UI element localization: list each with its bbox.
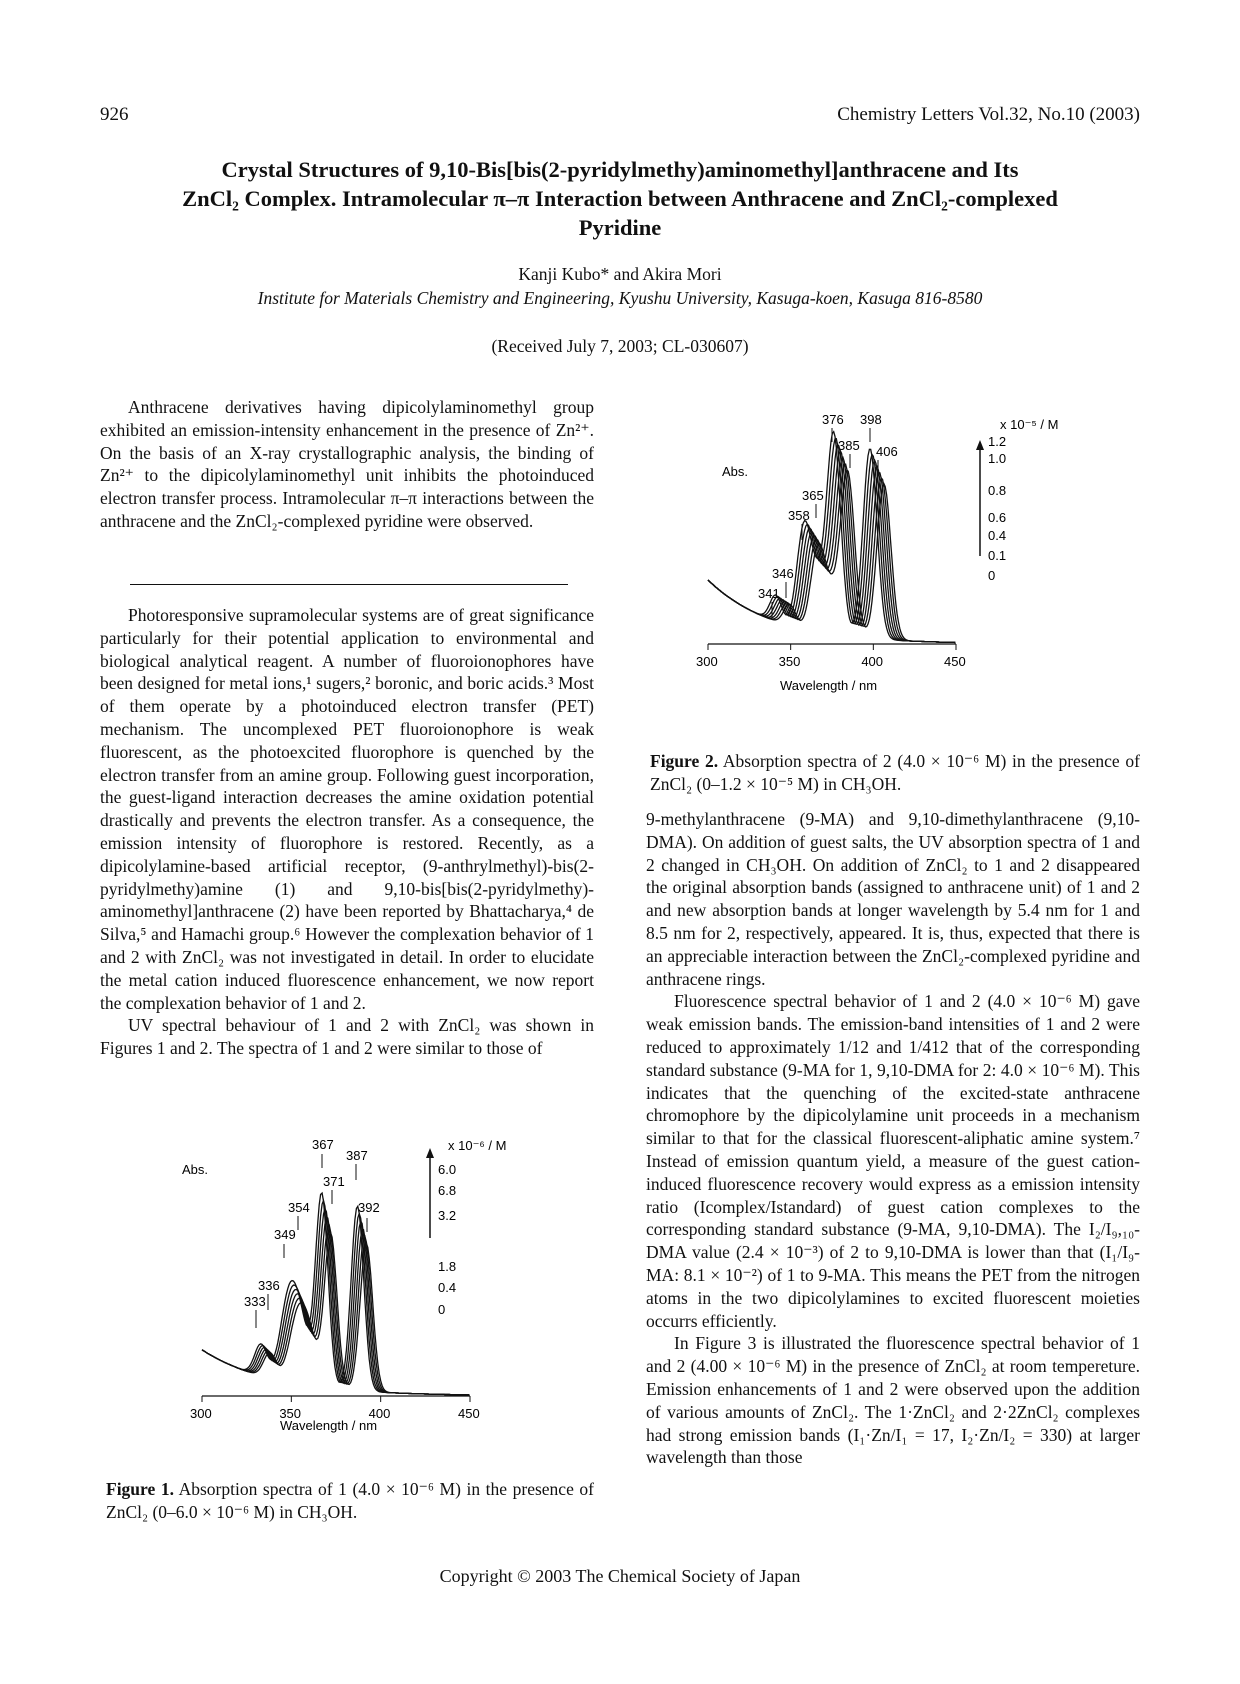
conc-legend bbox=[438, 1162, 456, 1317]
y-axis-label: Abs. bbox=[722, 464, 749, 479]
abstract-divider bbox=[130, 584, 568, 585]
authors: Kanji Kubo* and Akira Mori bbox=[518, 264, 722, 284]
abstract bbox=[100, 396, 594, 533]
spectrum-line bbox=[708, 451, 955, 643]
copyright-footer: Copyright © 2003 The Chemical Society of Japan bbox=[439, 1566, 801, 1586]
x-axis-label: Wavelength / nm bbox=[780, 678, 878, 693]
page-number: 926 bbox=[100, 104, 129, 125]
x-tick-label: 450 bbox=[458, 1406, 480, 1421]
conc-unit-label: x 10⁻⁶ / M bbox=[448, 1138, 507, 1153]
title-line-1: Crystal Structures of 9,10-Bis[bis(2-pyridylmethy)aminomethyl]anthracene and Its bbox=[221, 157, 1019, 182]
conc-value: 3.2 bbox=[438, 1208, 457, 1223]
abstract-text: Anthracene derivatives having dipicolylaminomethyl group exhibited an emission-intensity enhancement in the presence of Zn²⁺. On the basis of an X-ray crystallographic analysis, the binding of Zn²⁺ to the dipicolylaminomethyl unit inhibits the photoinduced electron transfer process. Intramolecular π–π interactions between the anthracene and the ZnCl₂-complexed pyridine were observed. bbox=[100, 397, 594, 531]
x-tick-label: 350 bbox=[279, 1406, 302, 1421]
paragraph: In Figure 3 is illustrated the fluorescence spectral behavior of 1 and 2 (4.00 × 10⁻⁶ M) in the presence of ZnCl₂ at room tempereture. Emission enhancements of 1 and 2 were observed upon the addition of various amounts of ZnCl₂. The 1·ZnCl₂ and 2·2ZnCl₂ complexes had strong emission bands (I₁·Zn/I₁ = 17, I₂·Zn/I₂ = 330) at larger wavelength than those bbox=[646, 1333, 1140, 1468]
caption-text: Absorption spectra of 1 (4.0 × 10⁻⁶ M) in the presence of ZnCl₂ (0–6.0 × 10⁻⁶ M) in CH₃OH. bbox=[106, 1479, 594, 1522]
x-tick-label: 350 bbox=[778, 654, 801, 669]
peak-label: 349 bbox=[274, 1227, 296, 1242]
conc-unit-label: x 10⁻⁵ / M bbox=[1000, 417, 1059, 432]
paper-title bbox=[120, 155, 1120, 242]
conc-value: 0.1 bbox=[988, 548, 1007, 563]
peak-label: 406 bbox=[876, 444, 898, 459]
x-axis-ticks bbox=[696, 644, 966, 669]
conc-value: 0.8 bbox=[988, 483, 1007, 498]
caption-text: Absorption spectra of 2 (4.0 × 10⁻⁶ M) in the presence of ZnCl₂ (0–1.2 × 10⁻⁵ M) in CH₃OH. bbox=[650, 751, 1140, 794]
figure-2-chart bbox=[696, 406, 1080, 740]
figure-1-chart bbox=[160, 1134, 540, 1464]
conc-value: 1.8 bbox=[438, 1259, 457, 1274]
x-tick-label: 450 bbox=[944, 654, 966, 669]
peak-label: 354 bbox=[288, 1200, 310, 1215]
peak-label: 398 bbox=[860, 412, 882, 427]
conc-value: 0.6 bbox=[988, 510, 1007, 525]
peak-label: 365 bbox=[802, 488, 824, 503]
y-axis-label: Abs. bbox=[182, 1162, 209, 1177]
peak-label: 371 bbox=[323, 1174, 345, 1189]
x-axis-label: Wavelength / nm bbox=[280, 1418, 378, 1433]
paragraph: UV spectral behaviour of 1 and 2 with ZnCl₂ was shown in Figures 1 and 2. The spectra of 1 and 2 were similar to those of bbox=[100, 1015, 594, 1059]
affiliation: Institute for Materials Chemistry and Engineering, Kyushu University, Kasuga-koen, Kasuga 816-8580 bbox=[257, 288, 983, 308]
received-date: (Received July 7, 2003; CL-030607) bbox=[491, 336, 749, 356]
x-tick-label: 400 bbox=[861, 654, 884, 669]
conc-legend bbox=[988, 434, 1006, 583]
conc-value: 6.8 bbox=[438, 1183, 457, 1198]
peak-label: 385 bbox=[838, 438, 860, 453]
peak-label: 336 bbox=[258, 1278, 280, 1293]
conc-value: 6.0 bbox=[438, 1162, 457, 1177]
spectra-curves bbox=[202, 1193, 469, 1395]
paragraph: Fluorescence spectral behavior of 1 and 2 (4.0 × 10⁻⁶ M) gave weak emission bands. The emission-band intensities of 1 and 2 were reduced to approximately 1/12 and 1/412 that of the corresponding standard substance (9-MA for 1, 9,10-DMA for 2: 4.0 × 10⁻⁶ M). This indicates that the quenching of the excited-state anthracene chromophore by the dipicolylamine unit proceeds in a mechanism similar to that for the classical fluorescent-aliphatic amine system.⁷ Instead of emission quantum yield, a measure of the guest cation-induced fluorescence recovery would express as a emission intensity ratio (Icomplex/Istandard) of guest cation complexes to the corresponding standard substance (9-MA, 9,10-DMA). The I₂/I₉,₁₀-DMA value (2.4 × 10⁻³) of 2 to 9,10-DMA is lower than that (I₁/I₉-MA: 8.1 × 10⁻²) of 1 to 9-MA. This means the PET from the nitrogen atoms in the two dipicolylamines to excited fluorescent moieties occurrs efficiently. bbox=[646, 991, 1140, 1331]
conc-value: 0.4 bbox=[988, 528, 1007, 543]
conc-value: 1.0 bbox=[988, 451, 1007, 466]
title-line-3: Pyridine bbox=[578, 215, 662, 240]
conc-value: 0 bbox=[438, 1302, 446, 1317]
x-tick-label: 300 bbox=[190, 1406, 212, 1421]
x-tick-label: 400 bbox=[368, 1406, 391, 1421]
caption-label: Figure 1. bbox=[106, 1479, 174, 1499]
peak-label: 333 bbox=[244, 1294, 266, 1309]
conc-value: 0 bbox=[988, 568, 996, 583]
peak-label: 376 bbox=[822, 412, 844, 427]
peak-label: 346 bbox=[772, 566, 794, 581]
peak-label: 341 bbox=[758, 586, 780, 601]
peak-label: 367 bbox=[312, 1137, 334, 1152]
title-line-2: ZnCl₂ Complex. Intramolecular π–π Interaction between Anthracene and ZnCl₂-complexed bbox=[182, 186, 1058, 211]
spectrum-line bbox=[708, 457, 955, 642]
conc-value: 1.2 bbox=[988, 434, 1007, 449]
conc-arrowhead bbox=[976, 440, 984, 450]
paragraph: 9-methylanthracene (9-MA) and 9,10-dimethylanthracene (9,10-DMA). On addition of guest salts, the UV absorption spectra of 1 and 2 changed in CH₃OH. On addition of ZnCl₂ to 1 and 2 disappeared the original absorption bands (assigned to anthracene unit) of 1 and 2 and new absorption bands at longer wavelength by 5.4 nm for 1 and 8.5 nm for 2, respectively, appeared. It is, thus, expected that there is an appreciable interaction between the ZnCl₂-complexed pyridine and anthracene rings. bbox=[646, 809, 1140, 989]
peak-label: 392 bbox=[358, 1200, 380, 1215]
journal-header: Chemistry Letters Vol.32, No.10 (2003) bbox=[837, 104, 1140, 125]
body-right-column bbox=[646, 808, 1140, 1469]
conc-value: 0.4 bbox=[438, 1280, 457, 1295]
conc-arrowhead bbox=[426, 1148, 434, 1158]
figure-1-caption bbox=[106, 1478, 594, 1524]
x-tick-label: 300 bbox=[696, 654, 718, 669]
peak-label: 387 bbox=[346, 1148, 368, 1163]
paragraph: Photoresponsive supramolecular systems are of great significance particularly for their potential application to environmental and biological analytical reagent. A number of fluoroionophores have been designed for metal ions,¹ sugers,² boronic, and boric acids.³ Most of them operate by a photoinduced electron transfer (PET) mechanism. The uncomplexed PET fluoroionophore is weak fluorescent, as the photoexcited fluorophore is quenched by the electron transfer from an amine group. Following guest incorporation, the guest-ligand interaction decreases the amine oxidation potential drastically and prevents the electron transfer. As a consequence, the emission intensity of fluorophore is restored. Recently, as a dipicolylamine-based artificial receptor, (9-anthrylmethyl)-bis(2-pyridylmethy)amine (1) and 9,10-bis[bis(2-pyridylmethy)-aminomethyl]anthracene (2) have been reported by Bhattacharya,⁴ de Silva,⁵ and Hamachi group.⁶ However the complexation behavior of 1 and 2 with ZnCl₂ was not investigated in detail. In order to elucidate the metal cation induced fluorescence enhancement, we now report the complexation behavior of 1 and 2. bbox=[100, 605, 594, 1013]
peak-label: 358 bbox=[788, 508, 810, 523]
peak-arrows bbox=[772, 428, 878, 618]
body-left-column bbox=[100, 604, 594, 1060]
figure-2-caption bbox=[650, 750, 1140, 796]
caption-label: Figure 2. bbox=[650, 751, 719, 771]
